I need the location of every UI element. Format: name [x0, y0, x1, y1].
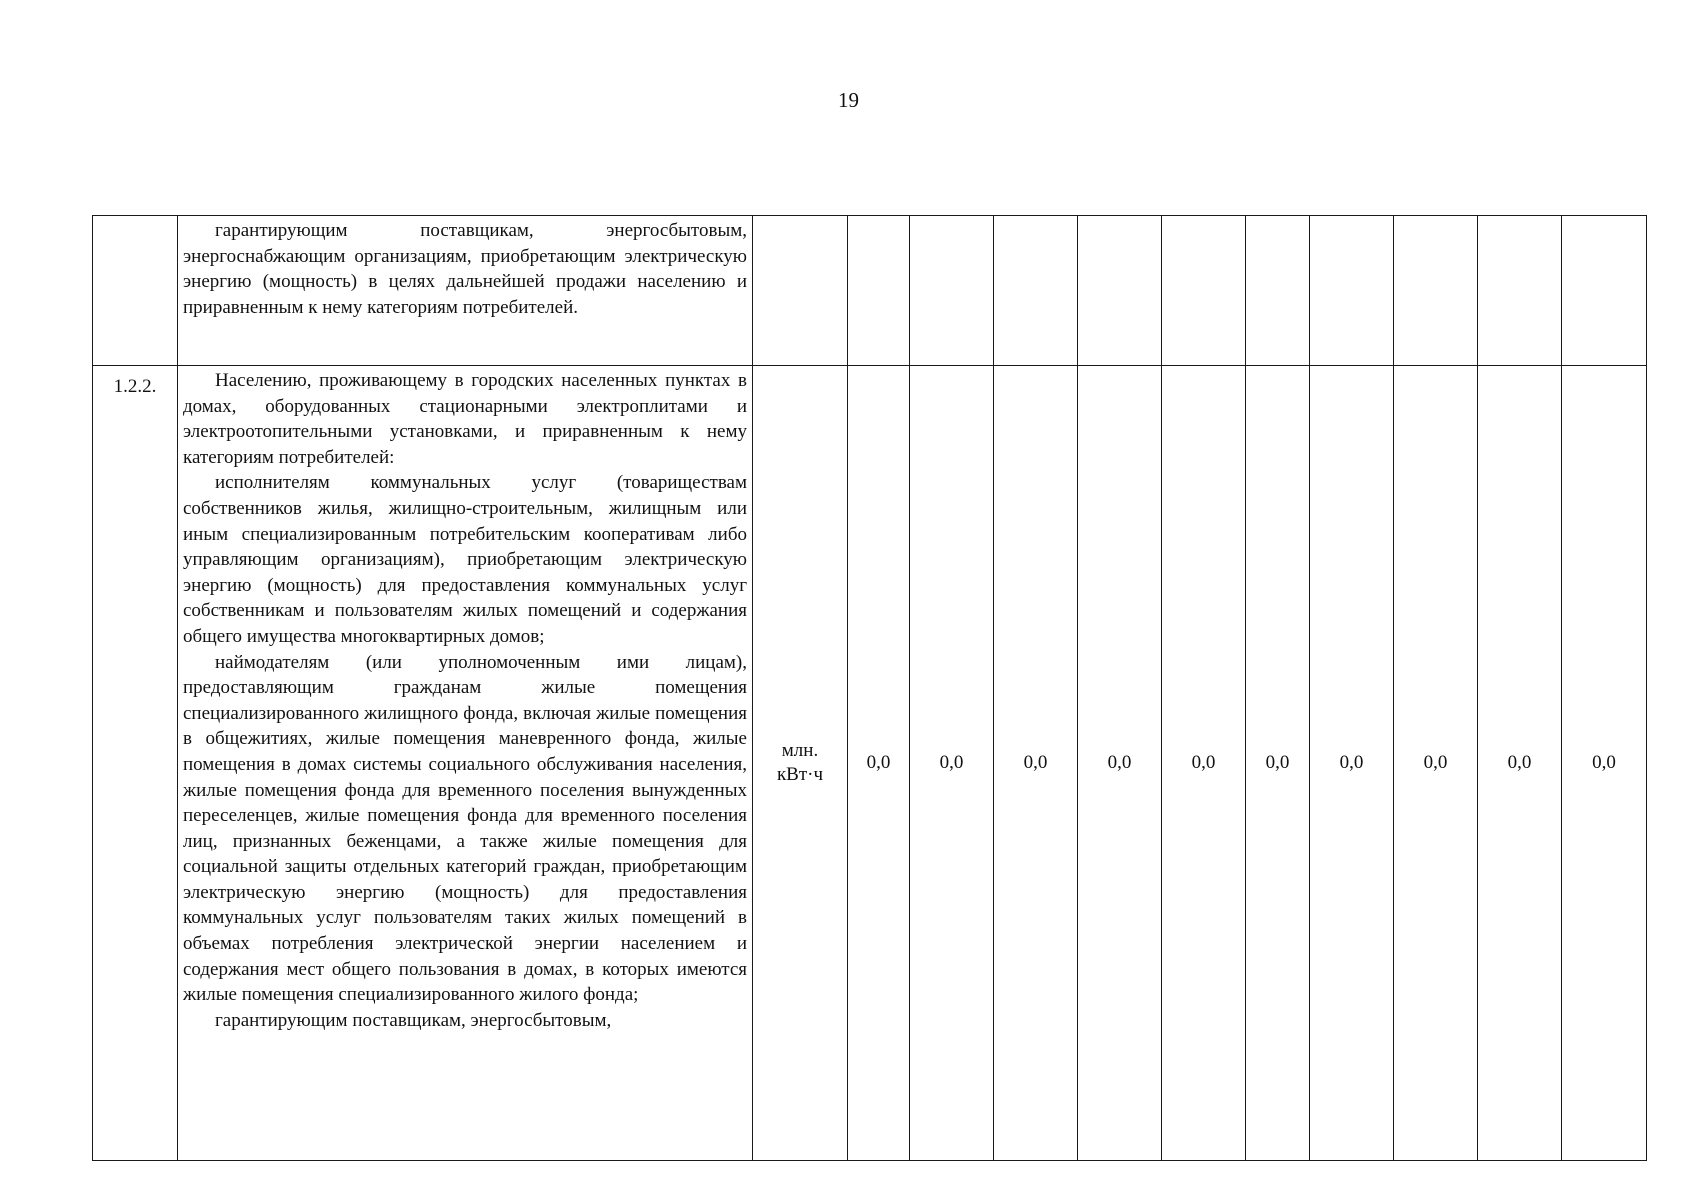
- unit-cell: [753, 366, 848, 1161]
- value-cell: [1246, 216, 1310, 366]
- value-cell: 0,0: [1394, 366, 1478, 1161]
- row-description-cell: [178, 366, 753, 1161]
- value-cell: [1562, 216, 1647, 366]
- row-description-cell: [178, 216, 753, 366]
- description-paragraph: гарантирующим поставщикам, энергосбытовым,: [215, 1009, 612, 1031]
- description-paragraph: исполнителям коммунальных услуг (товариществам собственников жилья, жилищно-строительным, жилищным или иным специализированным потребительским кооперативам либо управляющим организациям), приобретающим электрическую энергию (мощность) для предоставления коммунальных услуг собственникам и пользователям жилых помещений и содержания общего имущества многоквартирных домов;: [183, 472, 747, 647]
- value-cell: 0,0: [1162, 366, 1246, 1161]
- value-cell: 0,0: [994, 366, 1078, 1161]
- description-paragraph: гарантирующим поставщикам, энергосбытовым, энергоснабжающим организациям, приобретающим электрическую энергию (мощность) в целях дальнейшей продажи населению и приравненным к нему категориям потребителей.: [183, 220, 747, 318]
- value-cell: 0,0: [1078, 366, 1162, 1161]
- row-number-cell: 1.2.2.: [93, 366, 178, 1161]
- value-cell: [1394, 216, 1478, 366]
- table-row: [93, 216, 1647, 366]
- unit-line: кВт·ч: [776, 764, 824, 785]
- value-cell: 0,0: [1478, 366, 1562, 1161]
- description-paragraph: Населению, проживающему в городских населенных пунктах в домах, оборудованных стационарными электроплитами и электроотопительными установками, и приравненным к нему категориям потребителей:: [183, 370, 747, 468]
- value-cell: 0,0: [1310, 366, 1394, 1161]
- value-cell: [1478, 216, 1562, 366]
- page-number: 19: [838, 88, 859, 112]
- unit-line: млн.: [781, 740, 819, 761]
- row-number-cell: [93, 216, 178, 366]
- value-cell: [910, 216, 994, 366]
- unit-cell: [753, 216, 848, 366]
- value-cell: [1078, 216, 1162, 366]
- value-cell: [848, 216, 910, 366]
- value-cell: [1310, 216, 1394, 366]
- value-cell: 0,0: [1246, 366, 1310, 1161]
- description-paragraph: наймодателям (или уполномоченным ими лицам), предоставляющим гражданам жилые помещения специализированного жилищного фонда, включая жилые помещения в общежитиях, жилые помещения маневренного фонда, жилые помещения в домах системы социального обслуживания населения, жилые помещения фонда для временного поселения вынужденных переселенцев, жилые помещения фонда для временного поселения лиц, признанных беженцами, а также жилые помещения для социальной защиты отдельных категорий граждан, приобретающим электрическую энергию (мощность) для предоставления коммунальных услуг пользователям таких жилых помещений в объемах потребления электрической энергии населением и содержания мест общего пользования в домах, в которых имеются жилые помещения специализированного жилого фонда;: [183, 651, 747, 1006]
- value-cell: [1162, 216, 1246, 366]
- value-cell: 0,0: [848, 366, 910, 1161]
- value-cell: [994, 216, 1078, 366]
- value-cell: 0,0: [1562, 366, 1647, 1161]
- value-cell: 0,0: [910, 366, 994, 1161]
- table-row: [93, 366, 1647, 1161]
- tariff-table: [92, 215, 1647, 1161]
